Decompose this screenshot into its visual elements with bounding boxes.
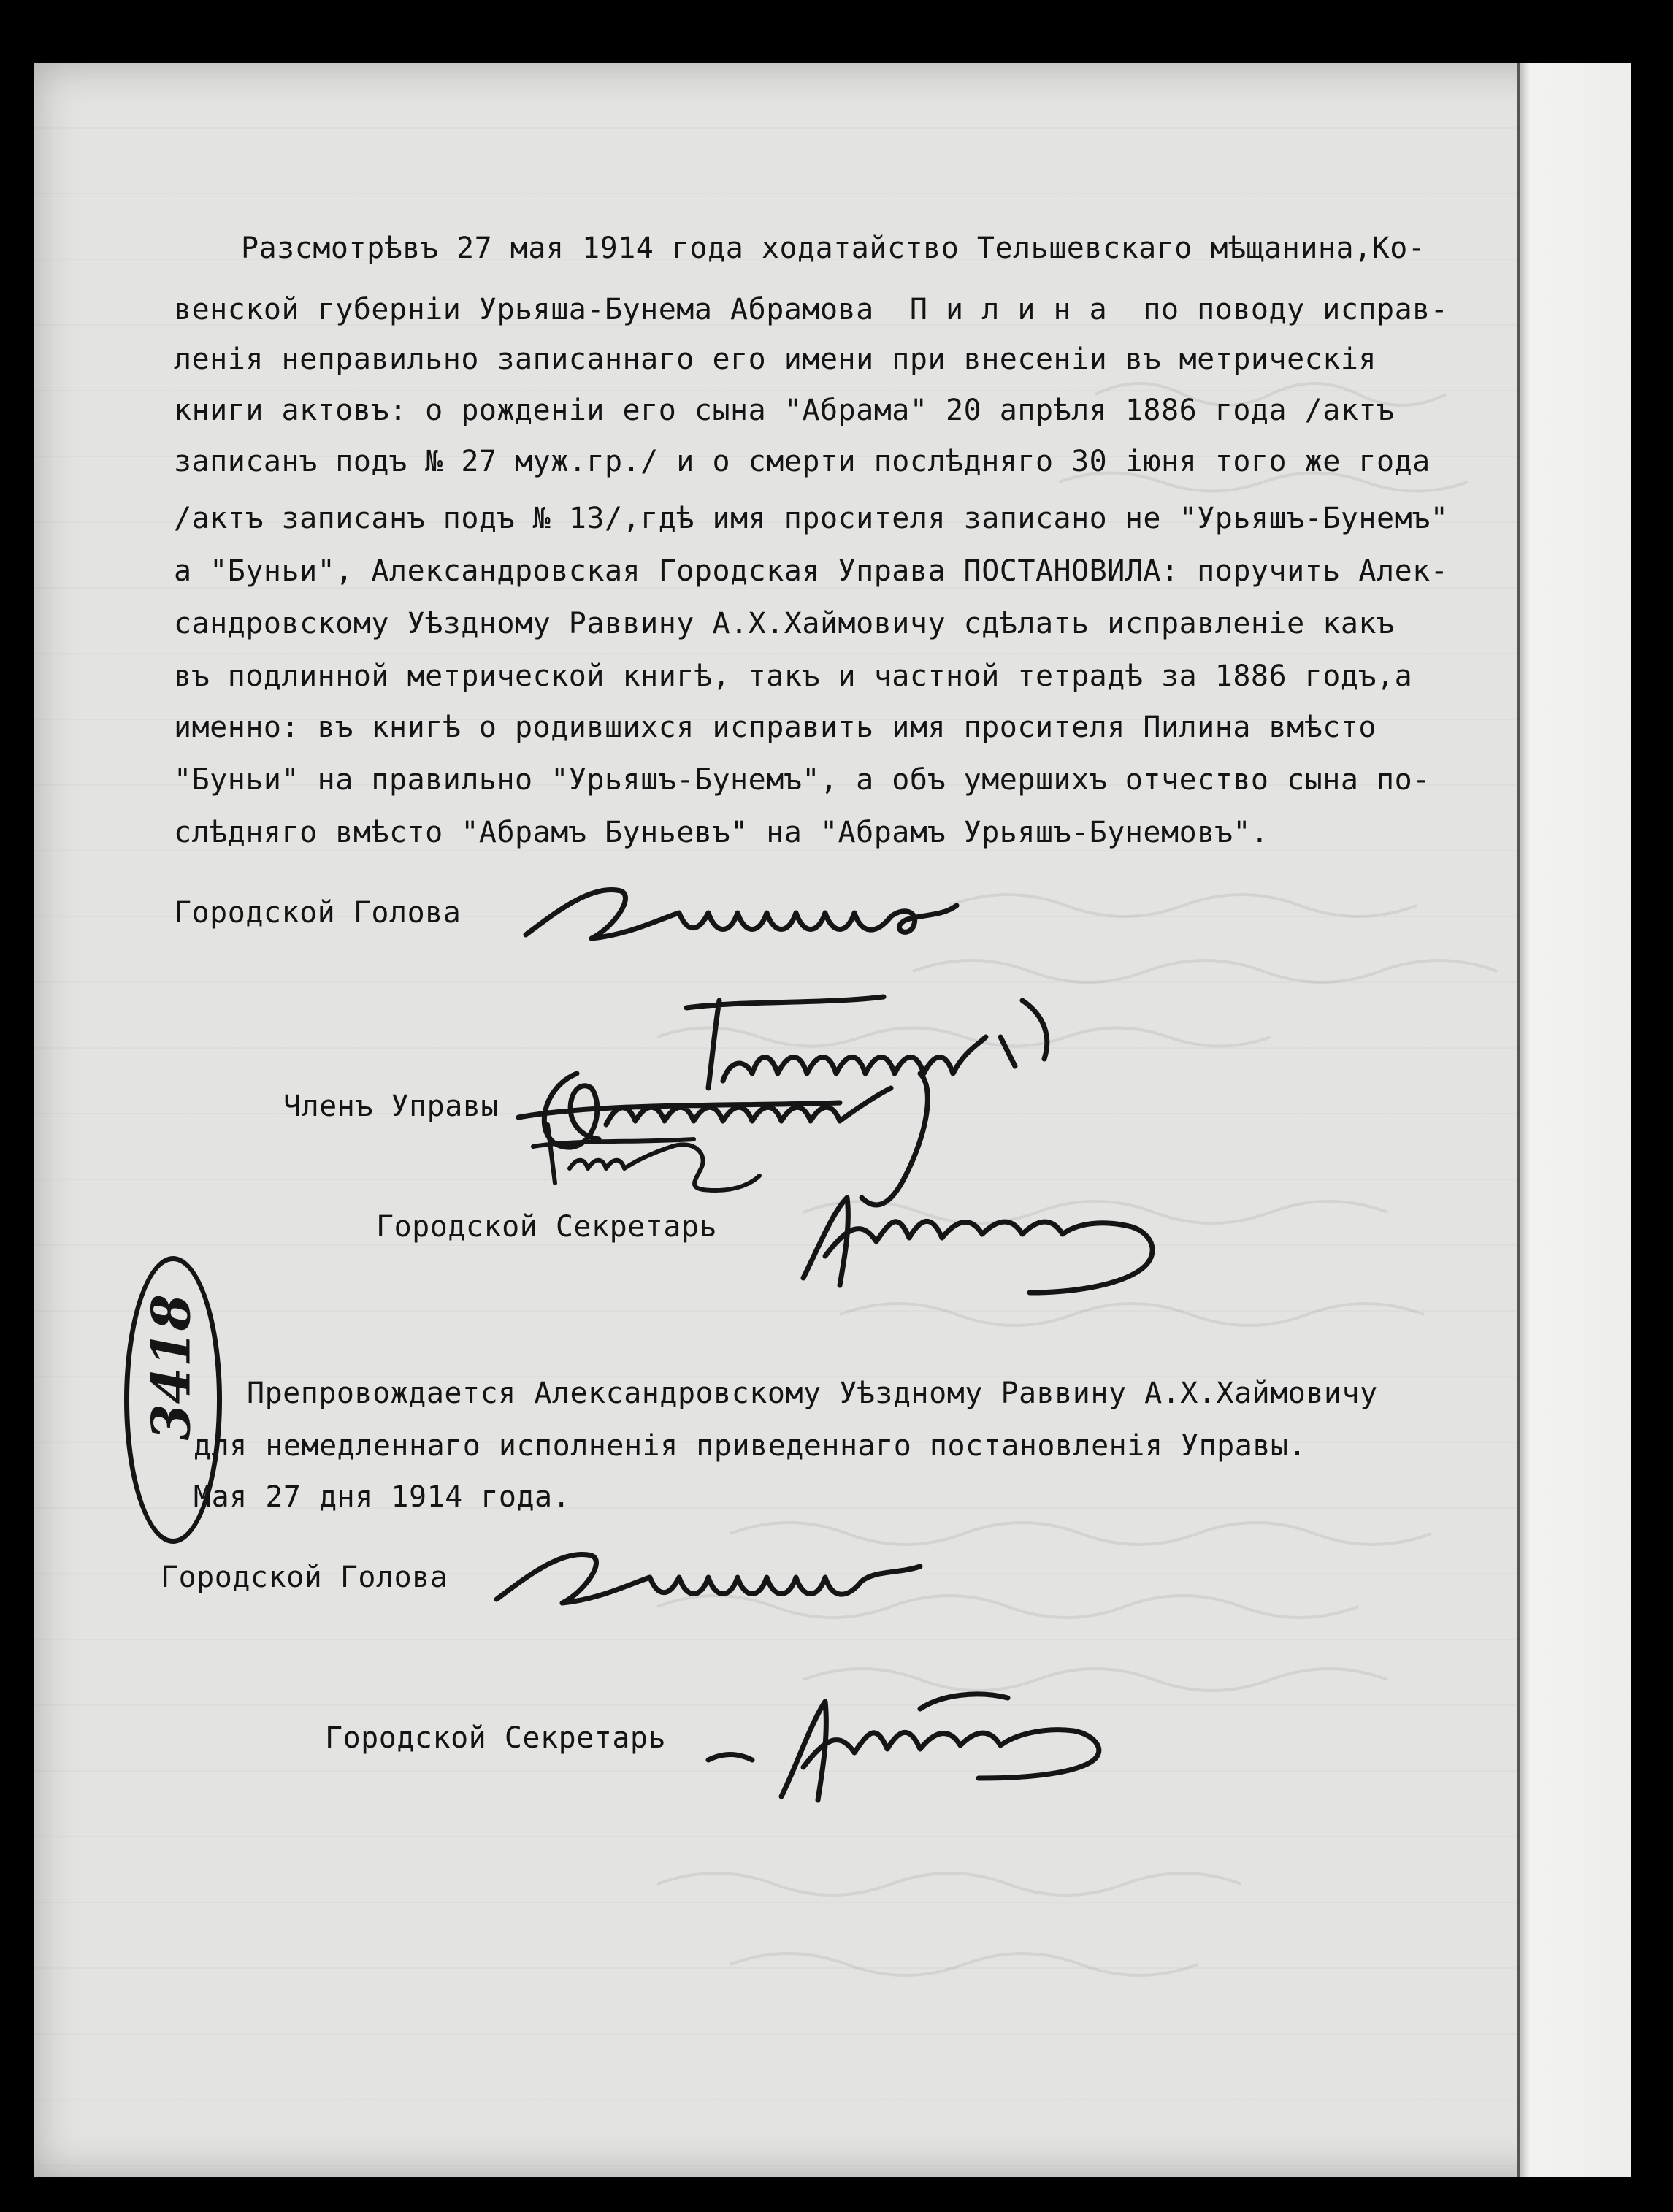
paragraph1-line: Разсмотрѣвъ 27 мая 1914 года ходатайство Тельшевскаго мѣщанина,Ко- (241, 231, 1426, 265)
paragraph1-line: "Буньи" на правильно "Урьяшъ-Бунемъ", а объ умершихъ отчество сына по- (174, 763, 1431, 797)
mayor-label: Городской Голова (174, 896, 462, 930)
paragraph1-line: /актъ записанъ подъ № 13/,гдѣ имя просителя записано не "Урьяшъ-Бунемъ" (174, 502, 1449, 535)
mayor-signature-2 (482, 1534, 949, 1629)
paragraph2-line: для немедленнаго исполненія приведеннаго постановленія Управы. (194, 1429, 1307, 1463)
member-signature-3 (526, 1117, 774, 1205)
paragraph1-line: записанъ подъ № 27 муж.гр./ и о смерти послѣдняго 30 іюня того же года (174, 445, 1431, 478)
secretary-label: Городской Секретарь (376, 1210, 718, 1244)
secretary-label-2: Городской Секретарь (325, 1721, 667, 1755)
paragraph1-line: въ подлинной метрической книгѣ, такъ и частной тетрадѣ за 1886 годъ,а (174, 659, 1413, 693)
secretary-signature (781, 1183, 1176, 1300)
stamp-number: 3418 (139, 1294, 202, 1441)
secretary-signature-2 (701, 1680, 1139, 1811)
paragraph1-line: книги актовъ: о рожденіи его сына "Абрама" 20 апрѣля 1886 года /актъ (174, 394, 1395, 427)
mayor-signature (511, 869, 979, 971)
paragraph1-line: а "Буньи", Александровская Городская Управа ПОСТАНОВИЛА: поручить Алек- (174, 554, 1449, 588)
paragraph1-line: ленія неправильно записаннаго его имени при внесеніи въ метрическія (174, 342, 1377, 376)
paragraph1-line: венской губерніи Урьяша-Бунема Абрамова П и л и н а по поводу исправ- (174, 293, 1449, 326)
paragraph1-line: слѣдняго вмѣсто "Абрамъ Буньевъ" на "Абрамъ Урьяшъ-Бунемовъ". (174, 816, 1269, 849)
paragraph2-line: Мая 27 дня 1914 года. (194, 1480, 571, 1514)
member-label: Членъ Управы (283, 1090, 499, 1123)
paragraph1-line: именно: въ книгѣ о родившихся исправить имя просителя Пилина вмѣсто (174, 711, 1377, 744)
paragraph2-line: Препровождается Александровскому Уѣздному Раввину А.Х.Хаймовичу (247, 1377, 1378, 1410)
paragraph1-line: сандровскому Уѣздному Раввину А.Х.Хаймовичу сдѣлать исправленіе какъ (174, 607, 1395, 640)
mayor-label-2: Городской Голова (161, 1561, 448, 1594)
archive-stamp (110, 1256, 241, 1563)
